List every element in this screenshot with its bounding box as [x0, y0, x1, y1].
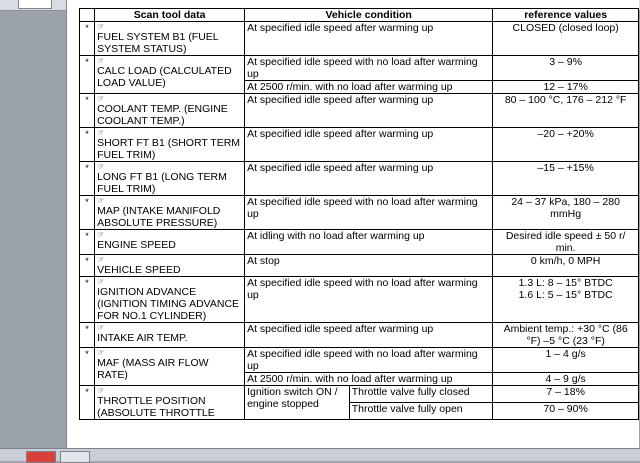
reference-value: 7 – 18% [493, 386, 639, 403]
scan-tool-item [95, 255, 245, 277]
vehicle-sub-condition: Throttle valve fully open [349, 403, 493, 420]
vehicle-condition: At specified idle speed with no load after warming up [245, 348, 493, 373]
table-row [80, 230, 639, 255]
page-number-field[interactable] [18, 0, 52, 9]
table-row [80, 386, 639, 403]
pointer-hand-icon: ☞ [97, 128, 105, 137]
item-label: SHORT FT B1 (SHORT TERM FUEL TRIM) [97, 137, 241, 161]
row-marker: * [80, 348, 95, 386]
reference-value: 3 – 9% [493, 56, 639, 81]
table-body [80, 22, 639, 420]
reference-value: 70 – 90% [493, 403, 639, 420]
vehicle-condition: At stop [245, 255, 493, 277]
pointer-hand-icon: ☞ [97, 386, 105, 395]
scan-tool-item [95, 22, 245, 56]
reference-value: –20 – +20% [493, 128, 639, 162]
scan-tool-item [95, 162, 245, 196]
vehicle-condition: At 2500 r/min. with no load after warming up [245, 373, 493, 386]
item-label: THROTTLE POSITION (ABSOLUTE THROTTLE [97, 395, 215, 419]
vehicle-condition: At specified idle speed after warming up [245, 162, 493, 196]
vehicle-condition: At specified idle speed after warming up [245, 323, 493, 348]
vehicle-condition: At specified idle speed with no load after warming up [245, 277, 493, 323]
table-row [80, 348, 639, 373]
row-marker: * [80, 196, 95, 230]
row-marker: * [80, 22, 95, 56]
pointer-hand-icon: ☞ [97, 94, 105, 103]
reference-value: Desired idle speed ± 50 r/ min. [493, 230, 639, 255]
pointer-hand-icon: ☞ [97, 162, 105, 171]
item-label: LONG FT B1 (LONG TERM FUEL TRIM) [97, 171, 227, 195]
scan-tool-item [95, 386, 245, 420]
vehicle-condition: At specified idle speed after warming up [245, 94, 493, 128]
pointer-hand-icon: ☞ [97, 230, 105, 239]
vehicle-condition: At idling with no load after warming up [245, 230, 493, 255]
header-scan-tool-data: Scan tool data [95, 9, 245, 22]
app-icon[interactable] [60, 451, 90, 463]
pointer-hand-icon: ☞ [97, 196, 105, 205]
item-label: INTAKE AIR TEMP. [97, 332, 188, 344]
header-row [80, 9, 639, 22]
vehicle-condition: At specified idle speed with no load after warming up [245, 196, 493, 230]
scan-tool-item [95, 56, 245, 94]
vehicle-sub-condition: Throttle valve fully closed [349, 386, 493, 403]
pointer-hand-icon: ☞ [97, 277, 105, 286]
scan-tool-item [95, 277, 245, 323]
row-marker: * [80, 323, 95, 348]
row-marker: * [80, 56, 95, 94]
table-row [80, 255, 639, 277]
scan-tool-item [95, 196, 245, 230]
pointer-hand-icon: ☞ [97, 348, 105, 357]
document-page [66, 0, 639, 448]
pointer-hand-icon: ☞ [97, 22, 105, 31]
item-label: COOLANT TEMP. (ENGINE COOLANT TEMP.) [97, 103, 228, 127]
pointer-hand-icon: ☞ [97, 323, 105, 332]
item-label: ENGINE SPEED [97, 239, 176, 251]
app-icon[interactable] [26, 451, 56, 463]
row-marker: * [80, 255, 95, 277]
row-marker: * [80, 277, 95, 323]
row-marker: * [80, 94, 95, 128]
item-label: MAF (MASS AIR FLOW RATE) [97, 357, 209, 381]
vehicle-condition: At specified idle speed after warming up [245, 22, 493, 56]
reference-value: 12 – 17% [493, 81, 639, 94]
item-label: MAP (INTAKE MANIFOLD ABSOLUTE PRESSURE) [97, 205, 221, 229]
table-row [80, 94, 639, 128]
reference-value: 1.3 L: 8 – 15° BTDC 1.6 L: 5 – 15° BTDC [493, 277, 639, 323]
taskbar [0, 448, 640, 461]
item-label: CALC LOAD (CALCULATED LOAD VALUE) [97, 65, 232, 89]
reference-value: 1 – 4 g/s [493, 348, 639, 373]
data-table [79, 8, 639, 420]
header-reference-values: reference values [493, 9, 639, 22]
table-row [80, 323, 639, 348]
reference-value: 24 – 37 kPa, 180 – 280 mmHg [493, 196, 639, 230]
item-label: FUEL SYSTEM B1 (FUEL SYSTEM STATUS) [97, 31, 219, 55]
row-marker: * [80, 386, 95, 420]
reference-value: 4 – 9 g/s [493, 373, 639, 386]
row-marker: * [80, 128, 95, 162]
pointer-hand-icon: ☞ [97, 255, 105, 264]
reference-value: CLOSED (closed loop) [493, 22, 639, 56]
header-vehicle-condition: Vehicle condition [245, 9, 493, 22]
vehicle-condition: At specified idle speed with no load after warming up [245, 56, 493, 81]
item-label: IGNITION ADVANCE (IGNITION TIMING ADVANCE FOR NO.1 CYLINDER) [97, 286, 240, 322]
vehicle-condition: At 2500 r/min. with no load after warming up [245, 81, 493, 94]
reference-value: 0 km/h, 0 MPH [493, 255, 639, 277]
table-row [80, 22, 639, 56]
table-row [80, 277, 639, 323]
table-row [80, 128, 639, 162]
vehicle-condition: At specified idle speed after warming up [245, 128, 493, 162]
vehicle-condition: Ignition switch ON / engine stopped [245, 386, 350, 420]
reference-value: 80 – 100 °C, 176 – 212 °F [493, 94, 639, 128]
scan-tool-item [95, 323, 245, 348]
scan-tool-item [95, 94, 245, 128]
reference-value: –15 – +15% [493, 162, 639, 196]
scan-tool-item [95, 230, 245, 255]
scan-tool-item [95, 128, 245, 162]
row-marker: * [80, 162, 95, 196]
table-row [80, 162, 639, 196]
reference-value: Ambient temp.: +30 °C (86 °F) –5 °C (23 °F) [493, 323, 639, 348]
table-row [80, 56, 639, 81]
pointer-hand-icon: ☞ [97, 56, 105, 65]
table-row [80, 196, 639, 230]
row-marker: * [80, 230, 95, 255]
item-label: VEHICLE SPEED [97, 264, 181, 276]
scan-tool-item [95, 348, 245, 386]
